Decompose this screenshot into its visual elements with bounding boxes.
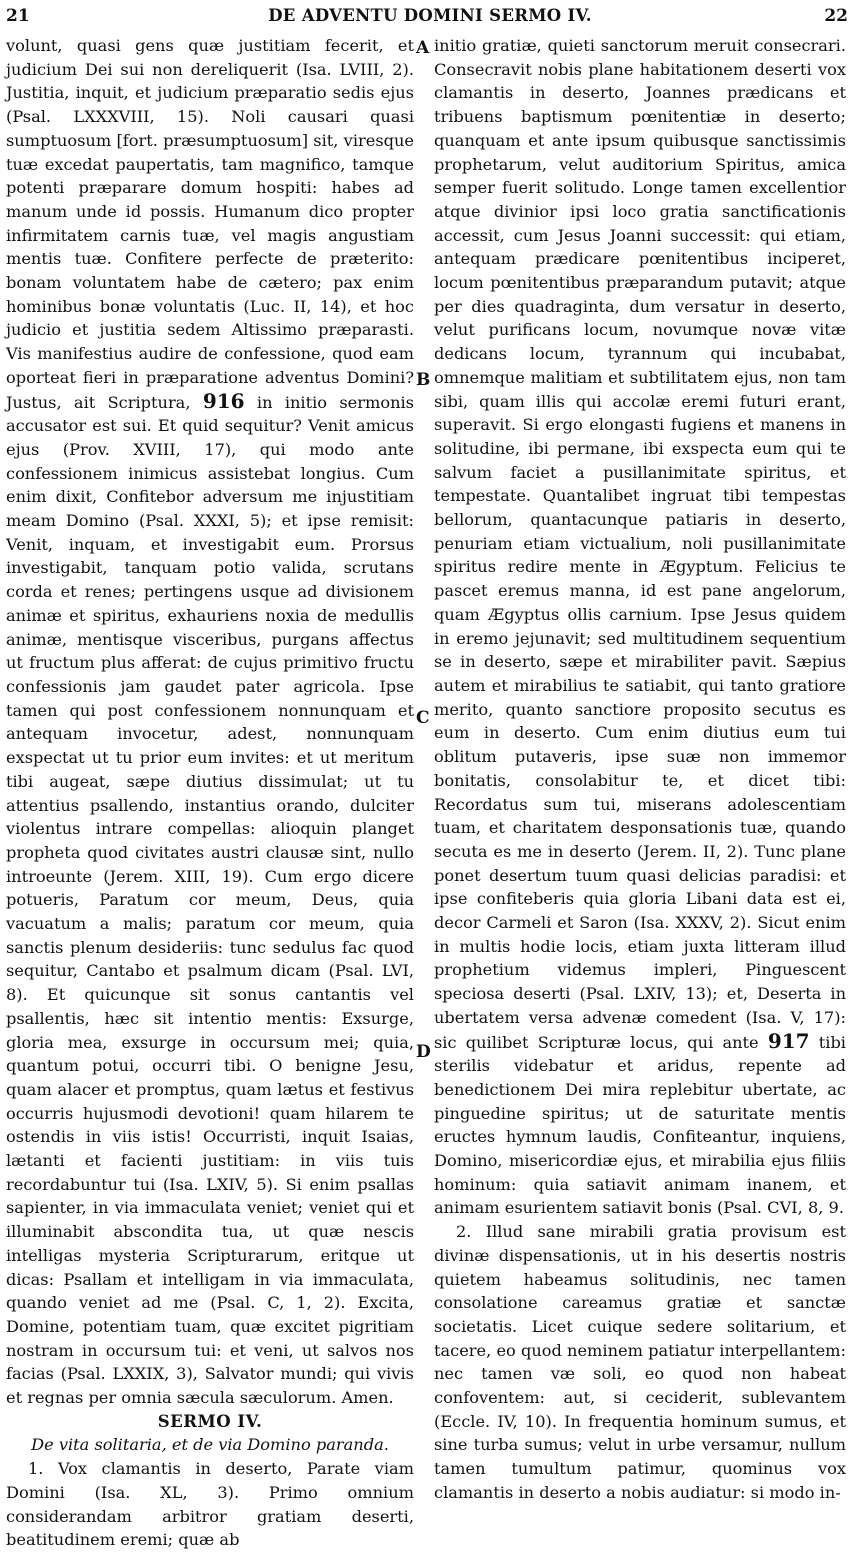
margin-letter-a: A	[416, 38, 430, 58]
sermon-subtitle: De vita solitaria, et de via Domino paranda.	[31, 1435, 389, 1455]
margin-letter-c: C	[416, 708, 430, 728]
column-number-916: 916	[202, 388, 245, 413]
running-title: DE ADVENTU DOMINI SERMO IV.	[268, 6, 592, 25]
margin-letter-b: B	[416, 370, 431, 390]
left-column	[6, 34, 414, 1552]
left-text-part-2: in initio sermonis accusator est sui. Et quid sequitur? Venit amicus ejus (Prov. XVIII, 17), qui modo ante confessionem inimicus assistebat longius. Cum enim dixit, Confitebor adversum me injustitiam meam Domino (Psal. XXXI, 5); et ipse remisit: Venit, inquam, et investigabit eum. Prorsus investigabit, tanquam potio valida, scrutans corda et renes; pertingens usque ad divisionem animæ et spiritus, exhauriens noxia de medullis animæ, mentisque visceribus, purgans affectus ut fructum plus afferat: de cujus primitivo fructu confessionis jam gaudet pater agricola. Ipse tamen qui post confessionem nonnunquam et antequam invocetur, adest, nonnunquam exspectat ut tu prior eum invites: et ut meritum tibi augeat, sæpe diutius dissimulat; ut tu attentius psallendo, instantius orando, dulciter violentus intrare compellas: alioquin planget propheta quod civitates austri clausæ sint, nullo introeunte (Jerem. XIII, 19). Cum ergo dicere potueris, Paratum cor meum, Deus, quia vacuatum a malis; paratum cor meum, quia sanctis plenum desideriis: tunc sedulus fac quod sequitur, Cantabo et psalmum dicam (Psal. LVI, 8). Et quicunque sit sonus cantantis vel psallentis, hæc sit intentio mentis: Exsurge, gloria mea, exsurge in occursum mei; quia, quantum potui, occurri tibi. O benigne Jesu, quam alacer et promptus, quam lætus et festivus occurris hujusmodi devotioni! quam hilarem te ostendis in viis istis! Occurristi, inquit Isaias, lætanti et facienti justitiam: in viis tuis recordabuntur tui (Isa. LXIV, 5). Si enim psallas sapienter, in via immaculata veniet; veniet qui et illuminabit abscondita tua, ut quæ nescis intelligas mysteria Scripturarum, eritque ut dicas: Psallam et intelligam in via immaculata, quando veniet ad me (Psal. C, 1, 2). Excita, Domine, potentiam tuam, quæ excitet pigritiam nostram in occursum tui: et veni, ut salvos nos facias (Psal. LXXIX, 3), Salvator mundi; qui vivis et regnas per omnia sæcula sæculorum. Amen.	[6, 392, 414, 1408]
right-paragraph-2: 2. Illud sane mirabili gratia provisum est divinæ dispensationis, ut in his desertis nostris quietem habeamus solitudinis, nec tamen consolatione careamus gratiæ et sanctæ societatis. Licet cuique sedere solitarium, et tacere, eo quod neminem patiatur interpellantem: nec tamen væ soli, eo quod non habeat confoventem: aut, si ceciderit, sublevantem (Eccle. IV, 10). In frequentia hominum sumus, et sine turba sumus; velut in urbe versamur, nullum tamen tumultum patimur, quominus vox clamantis in deserto a nobis audiatur: si modo in-	[434, 1222, 846, 1502]
margin-letter-d: D	[416, 1042, 431, 1062]
right-paragraph-1	[434, 34, 846, 1220]
right-column	[434, 34, 846, 1505]
column-number-917: 917	[767, 1028, 810, 1053]
left-paragraph-1	[6, 34, 414, 1410]
left-text-part-1: volunt, quasi gens quæ justitiam fecerit, et judicium Dei sui non dereliquerit (Isa. LVIII, 2). Justitia, inquit, et judicium præparatio sedis ejus (Psal. LXXXVIII, 15). Noli causari quasi sumptuosum [fort. præsumptuosum] sit, viresque tuæ excedat paupertatis, tam magnifico, tamque potenti præparare domum hospiti: habes ad manum unde id possis. Humanum dico propter infirmitatem carnis tuæ, vel magis angustiam mentis tuæ. Confitere perfecte de præterito: bonam voluntatem habe de cætero; pax enim hominibus bonæ voluntatis (Luc. II, 14), et hoc judicio et justitia sedem Altissimo præparasti. Vis manifestius audire de confessione, quod eam oporteat fieri in præparatione adventus Domini? Justus, ait Scriptura,	[6, 36, 414, 412]
right-text-part-1: initio gratiæ, quieti sanctorum meruit consecrari. Consecravit nobis plane habitationem deserti vox clamantis in deserto, Joannes prædicans et tribuens baptismum pœnitentiæ in deserto; quanquam et ante ipsum quibusque sanctissimis prophetarum, velut auditorium Spiritus, amica semper fuerit solitudo. Longe tamen excellentior atque divinior ipsi loco gratia sanctificationis accessit, cum Jesus Joanni successit: qui etiam, antequam prædicare pœnitentibus inciperet, locum pœnitentibus præparandum putavit; atque per dies quadraginta, dum versatur in deserto, velut purificans locum, novumque novæ vitæ dedicans locum, tyrannum qui incubabat, omnemque malitiam et subtilitatem ejus, non tam sibi, quam illis qui accolæ eremi futuri erant, superavit. Si ergo elongasti fugiens et manens in solitudine, ibi permane, ibi exspecta eum qui te salvum faciet a pusillanimitate spiritus, et tempestate. Quantalibet ingruat tibi tempestas bellorum, quantacunque patiaris in deserto, penuriam etiam victualium, noli pusillanimitate spiritus redire mente in Ægyptum. Felicius te pascet eremus manna, id est pane angelorum, quam Ægyptus ollis carnium. Ipse Jesus quidem in eremo jejunavit; sed multitudinem sequentium se in deserto, sæpe et mirabiliter pavit. Sæpius autem et mirabilius te satiabit, qui tanto gratiore merito, quanto sanctiore proposito secutus es eum in deserto. Cum enim diutius eum tui oblitum putaveris, ipse suæ non immemor bonitatis, consolabitur te, et dicet tibi: Recordatus sum tui, miserans adolescentiam tuam, et charitatem desponsationis tuæ, quando secuta es me in deserto (Jerem. II, 2). Tunc plane ponet desertum tuum quasi delicias paradisi: et ipse confiteberis quia gloria Libani data est ei, decor Carmeli et Saron (Isa. XXXV, 2). Sicut enim in multis hodie locis, etiam juxta litteram illud prophetium videmus impleri, Pinguescent speciosa deserti (Psal. LXIV, 13); et, Deserta in ubertatem versa advenæ comedent (Isa. V, 17): sic quilibet Scripturæ locus, qui ante	[434, 36, 846, 1052]
sermon-title: SERMO IV.	[157, 1411, 263, 1431]
left-page-number: 21	[6, 6, 30, 26]
page-header	[0, 6, 860, 30]
right-page-number: 22	[824, 6, 848, 26]
right-text-part-2: tibi sterilis videbatur et aridus, repente ad benedictionem Dei mira replebitur ubertate, ac pinguedine spiritus; ut de saturitate mentis eructes hymnum laudis, Confiteantur, inquiens, Domino, misericordiæ ejus, et mirabilia ejus filiis hominum: quia satiavit animam inanem, et animam esurientem satiavit bonis (Psal. CVI, 8, 9.	[434, 1032, 846, 1218]
left-paragraph-2: 1. Vox clamantis in deserto, Parate viam Domini (Isa. XL, 3). Primo omnium considerandam arbitror gratiam deserti, beatitudinem eremi; quæ ab	[6, 1459, 414, 1550]
